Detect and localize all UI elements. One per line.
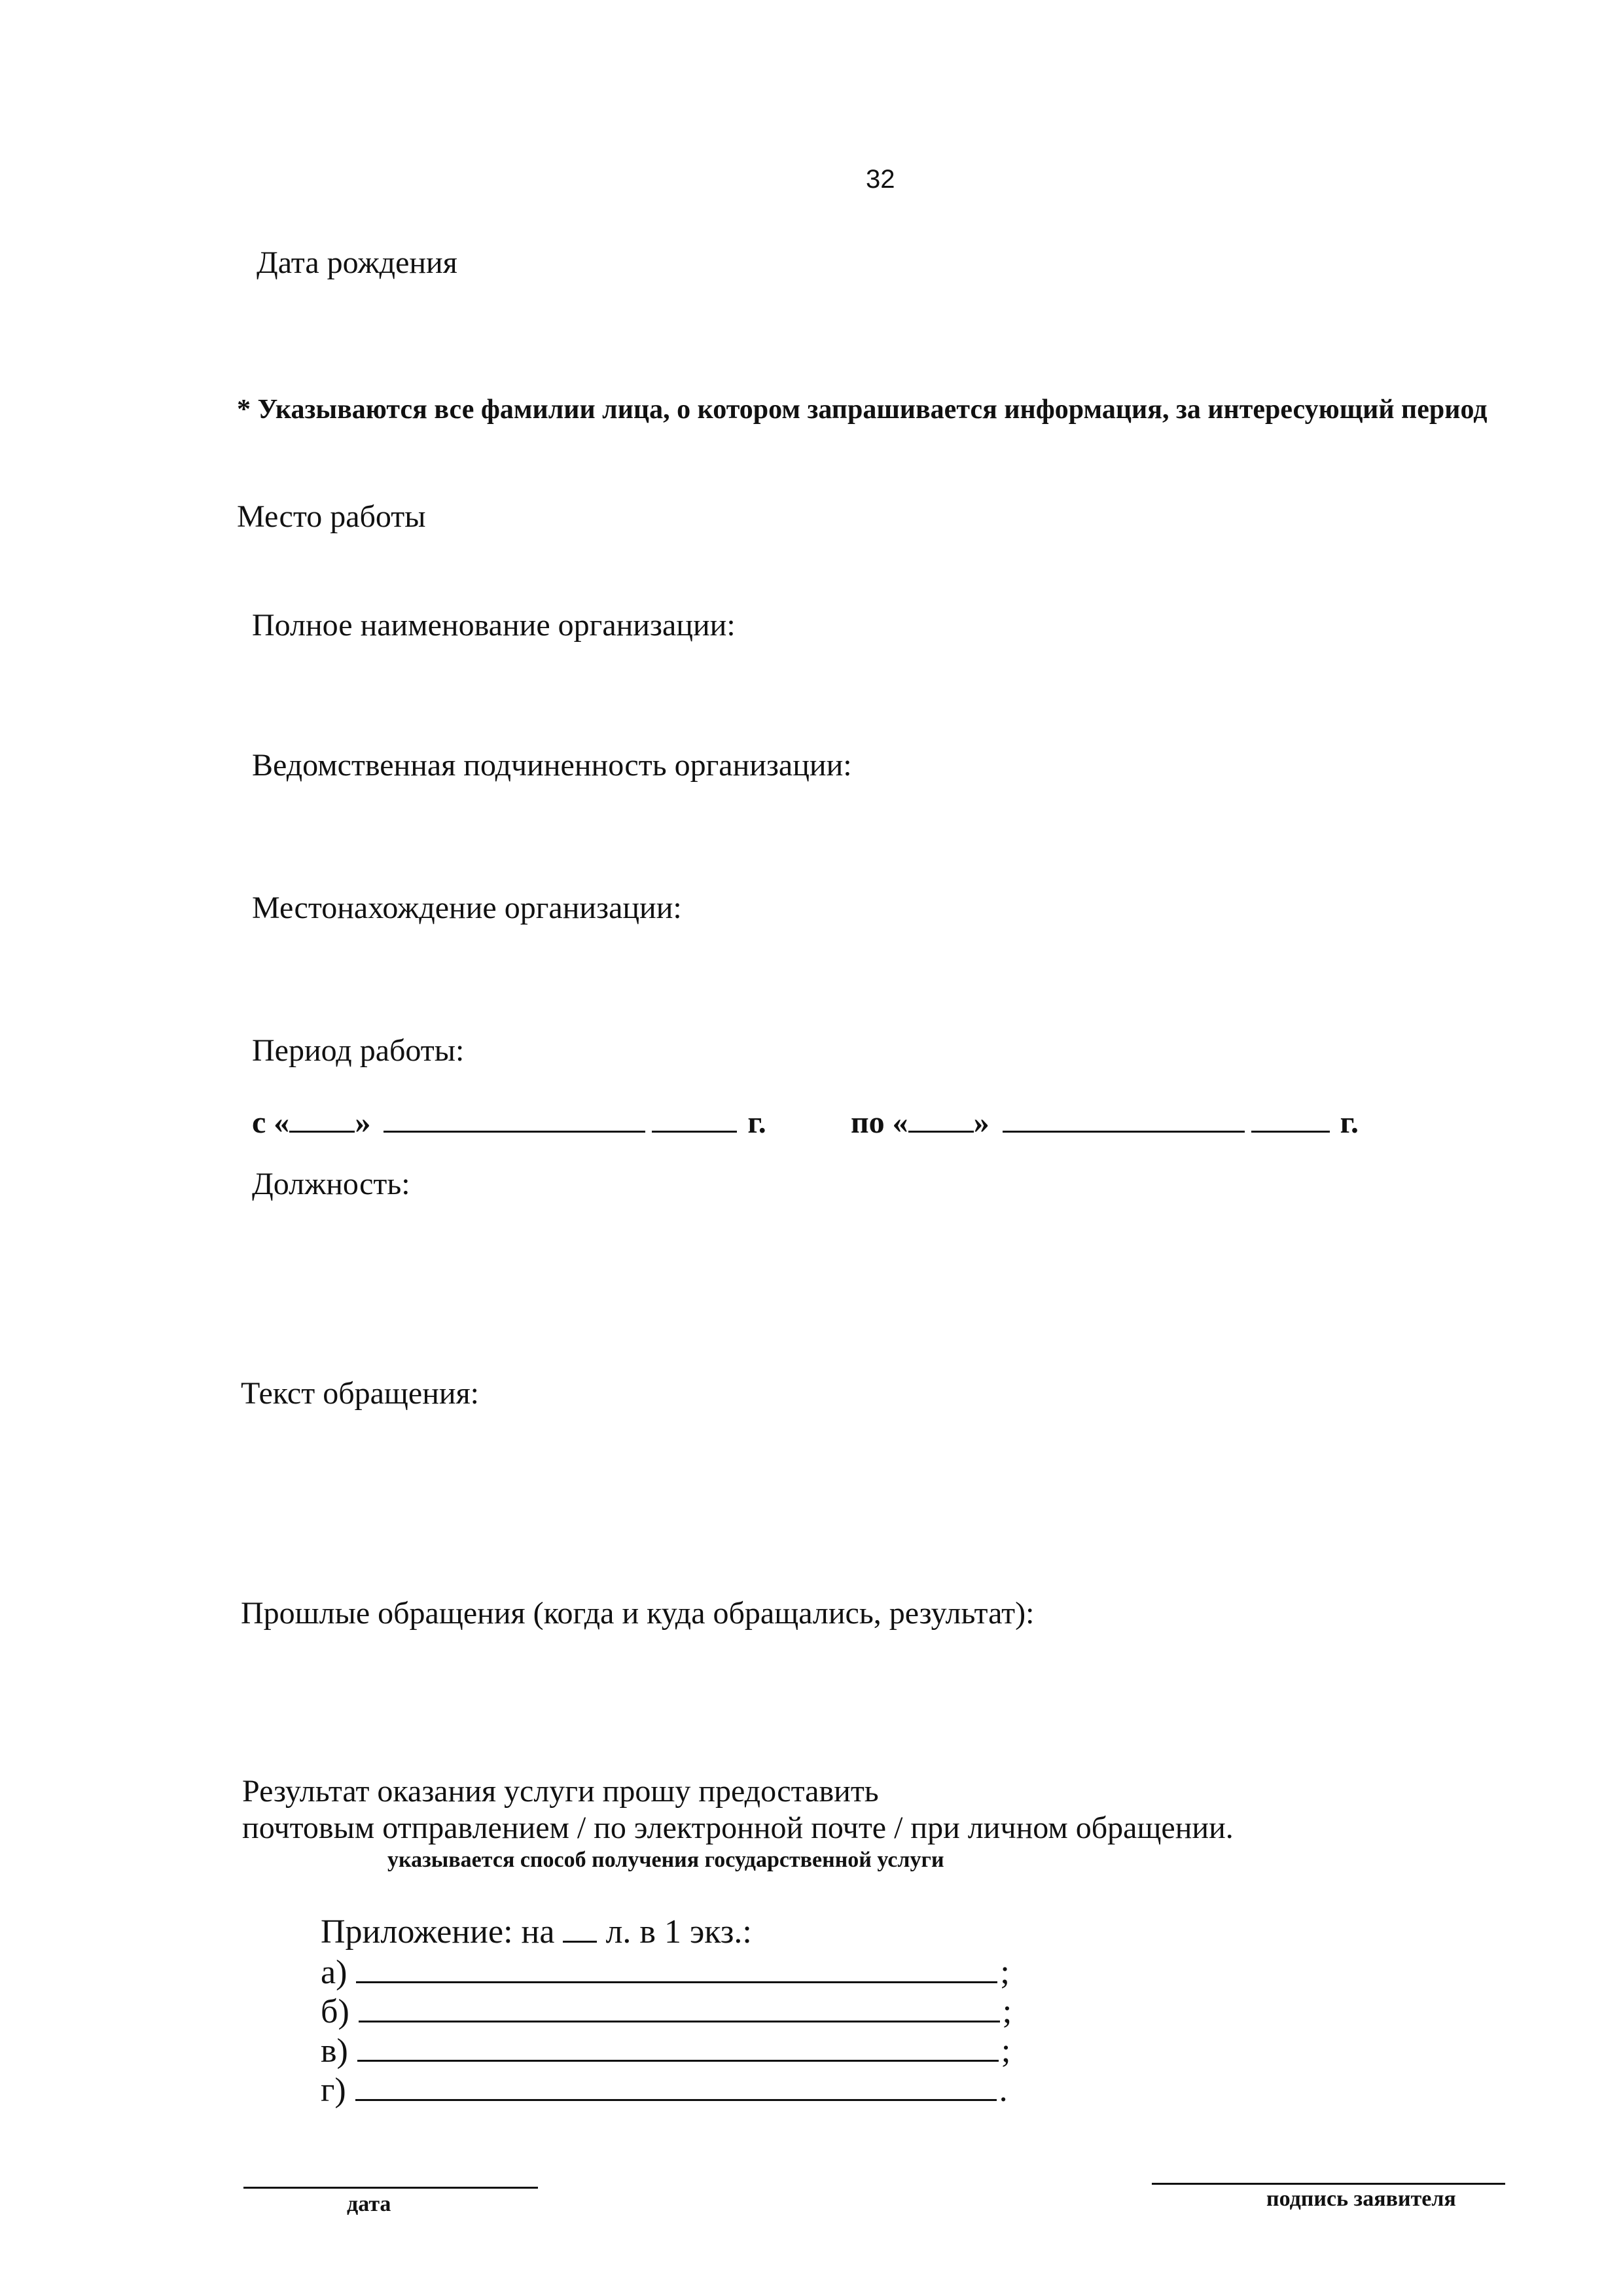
date-caption: дата xyxy=(347,2192,391,2216)
result-line-1: Результат оказания услуги прошу предоставить xyxy=(242,1774,879,1809)
from-month-field[interactable] xyxy=(383,1104,645,1133)
work-period-from xyxy=(252,1103,766,1142)
attachment-item-end: ; xyxy=(1000,1954,1010,1991)
attachment-sheets-field[interactable] xyxy=(563,1912,597,1943)
signature-line[interactable] xyxy=(1152,2183,1505,2185)
attachment-item-letter: а) xyxy=(321,1954,348,1991)
footnote: * Указываются все фамилии лица, о котором запрашивается информация, за интересующий период xyxy=(237,395,1488,425)
attachment-item xyxy=(321,2031,1010,2072)
work-period-to xyxy=(851,1103,1359,1142)
to-month-field[interactable] xyxy=(1003,1104,1245,1133)
org-full-name-label: Полное наименование организации: xyxy=(252,608,736,643)
to-close: » xyxy=(973,1105,990,1140)
date-line[interactable] xyxy=(243,2187,538,2189)
attachment-suffix: л. в 1 экз.: xyxy=(605,1913,752,1951)
attachment-item-field[interactable] xyxy=(355,2070,997,2101)
from-day-field[interactable] xyxy=(289,1104,355,1133)
to-prefix: по « xyxy=(851,1105,908,1140)
position-label: Должность: xyxy=(252,1167,410,1201)
to-day-field[interactable] xyxy=(908,1104,974,1133)
page-number: 32 xyxy=(866,165,895,194)
attachment-item xyxy=(321,1992,1012,2032)
from-year-field[interactable] xyxy=(652,1104,737,1133)
to-year-field[interactable] xyxy=(1251,1104,1330,1133)
attachment-item-letter: г) xyxy=(321,2072,346,2109)
birth-date-label: Дата рождения xyxy=(257,245,457,280)
from-prefix: с « xyxy=(252,1105,290,1140)
to-year-suffix: г. xyxy=(1340,1105,1359,1140)
result-method-caption: указывается способ получения государственной услуги xyxy=(387,1848,944,1872)
workplace-heading: Место работы xyxy=(237,499,426,534)
result-line-2: почтовым отправлением / по электронной почте / при личном обращении. xyxy=(242,1810,1234,1845)
work-period-label: Период работы: xyxy=(252,1033,465,1068)
attachment-item-end: ; xyxy=(1002,1993,1012,2030)
attachment-prefix: Приложение: на xyxy=(321,1913,555,1951)
from-close: » xyxy=(355,1105,371,1140)
attachment-item-field[interactable] xyxy=(357,2031,999,2062)
attachment-item xyxy=(321,1952,1010,1993)
org-location-label: Местонахождение организации: xyxy=(252,891,682,925)
attachment-item-field[interactable] xyxy=(356,1952,997,1983)
attachment-item xyxy=(321,2070,1008,2111)
attachment-item-letter: в) xyxy=(321,2032,348,2070)
attachment-item-end: ; xyxy=(1001,2032,1011,2070)
attachment-item-letter: б) xyxy=(321,1993,349,2030)
org-subordination-label: Ведомственная подчиненность организации: xyxy=(252,748,852,783)
attachment-item-end: . xyxy=(999,2072,1008,2109)
past-requests-label: Прошлые обращения (когда и куда обращались, результат): xyxy=(241,1596,1035,1631)
attachment-item-field[interactable] xyxy=(359,1992,1000,2022)
from-year-suffix: г. xyxy=(747,1105,766,1140)
attachment-header xyxy=(321,1912,752,1952)
signature-caption: подпись заявителя xyxy=(1266,2187,1456,2211)
request-text-label: Текст обращения: xyxy=(241,1376,479,1411)
